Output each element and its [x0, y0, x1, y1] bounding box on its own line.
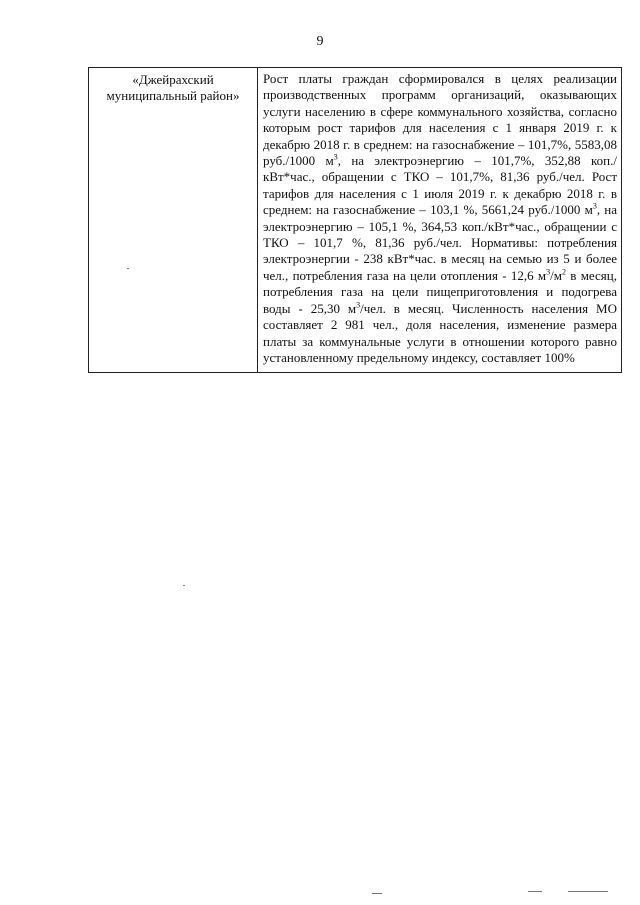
superscript-cubic: 3 [592, 201, 597, 211]
table-row [89, 68, 622, 373]
page-number: 9 [316, 34, 324, 49]
description-part-3: , на электроэнергию – 105,1 %, 364,53 коп./кВт*час., обращении с ТКО – 101,7 %, 81,36 руб./чел. Нормативы: потребления электроэнергии - 238 кВт*час. в месяц на семью из 5 и более чел., потребления газа на цели отопления - 12,6 м [263, 202, 617, 283]
municipality-cell: «Джейрахский муниципальный район» [89, 68, 258, 373]
description-part-6: /чел. в месяц. Численность населения МО составляет 2 981 чел., доля населения, изменение размера платы за коммунальные услуги в отношении которого равно установленному предельному индексу, составляет 100% [263, 300, 617, 365]
superscript-cubic: 3 [333, 152, 338, 162]
scan-edge-mark [372, 893, 382, 894]
superscript-cubic: 3 [546, 267, 551, 277]
scan-speck [127, 268, 129, 269]
description-text [263, 71, 617, 366]
superscript-square: 2 [561, 267, 566, 277]
tariff-table [88, 67, 622, 373]
description-part-4: /м [550, 267, 562, 283]
superscript-cubic: 3 [356, 300, 361, 310]
scan-speck [183, 585, 185, 586]
description-part-2: , на электроэнергию – 101,7%, 352,88 коп./кВт*час., обращении с ТКО – 101,7%, 81,36 руб./чел. Рост тарифов для населения с 1 июля 2019 г. к декабрю 2018 г. в среднем: на газоснабжение – 103,1 %, 5661,24 руб./1000 м [263, 153, 617, 218]
description-part-5: в месяц, потребления газа на цели пищеприготовления и подогрева воды - 25,30 м [263, 267, 617, 316]
description-cell [258, 68, 622, 373]
scan-edge-mark [568, 891, 608, 892]
description-part-1: Рост платы граждан сформировался в целях реализации производственных программ организаций, оказывающих услуги населению в сфере коммунального хозяйства, согласно которым рост тарифов для населения с 1 января 2019 г. к декабрю 2018 г. в среднем: на газоснабжение – 101,7%, 5583,08 руб./1000 м [263, 71, 617, 169]
scan-edge-mark [528, 891, 542, 892]
